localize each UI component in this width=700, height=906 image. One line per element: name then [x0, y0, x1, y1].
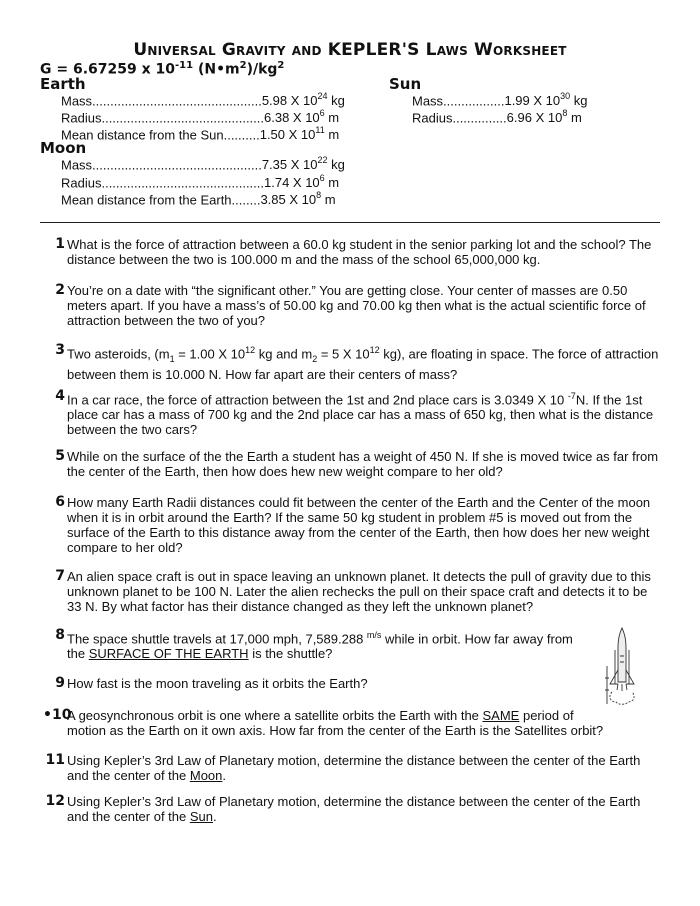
earth-radius-row: Radius.............................................6.38 X $10^6$ m [61, 108, 340, 126]
moon-earth-distance-row: Mean distance from the Earth........3.85 X $10^8$ m [61, 190, 336, 208]
moon-mass-row: Mass...............................................7.35 X $10^{22}$ kg [61, 155, 345, 173]
space-shuttle-icon [604, 626, 640, 706]
sun-mass-row: Mass.................1.99 X $10^{30}$ kg [412, 91, 588, 109]
gravitational-constant: G = 6.67259 x $10^{-11}$ $(N•m^2)/kg^2$ [40, 60, 285, 78]
earth-sun-distance-row: Mean distance from the Sun..........1.50 X $10^{11}$ m [61, 125, 340, 143]
sun-heading: Sun [389, 75, 422, 93]
earth-mass-row: Mass...............................................5.98 X $10^{24}$ kg [61, 91, 345, 109]
section-divider [40, 222, 660, 223]
moon-heading: Moon [40, 139, 87, 157]
earth-heading: Earth [40, 75, 86, 93]
moon-radius-row: Radius.............................................1.74 X $10^6$ m [61, 173, 340, 191]
worksheet-title: Universal Gravity and KEPLER'S Laws Worksheet [133, 40, 567, 60]
sun-radius-row: Radius...............6.96 X $10^8$ m [412, 108, 582, 126]
